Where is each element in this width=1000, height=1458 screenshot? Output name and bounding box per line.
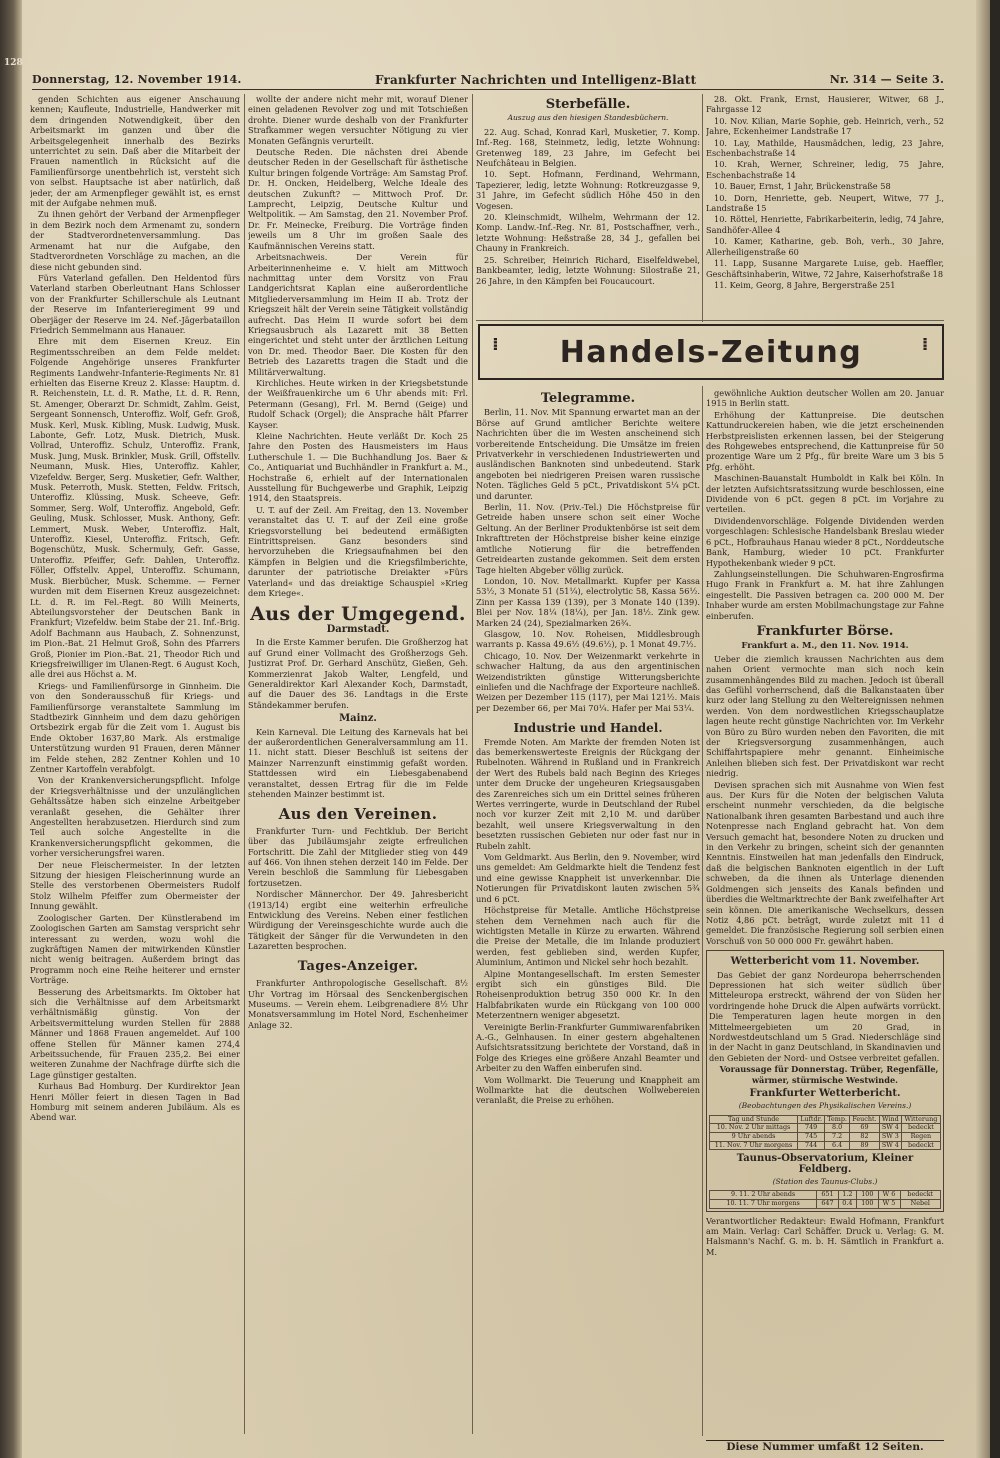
weather-report bbox=[706, 950, 944, 1211]
death-notice-entry: 25. Schreiber, Heinrich Richard, Eiselfeldwebel, Bankbeamter, ledig, letzte Wohnung: Silostraße 21, 26 Jahre, in den Kämpfen bei Foucaucourt. bbox=[476, 254, 700, 286]
death-notice-entry: 20. Kleinschmidt, Wilhelm, Wehrmann der 12. Komp. Landw.-Inf.-Reg. Nr. 81, Postschaffner, verh., letzte Wohnung: Heßstraße 28, 34 J., gefallen bei Chauny in Frankreich. bbox=[476, 212, 700, 254]
table-cell: 11. Nov. 7 Uhr morgens bbox=[710, 1141, 798, 1150]
table-cell: W 6 bbox=[878, 1191, 900, 1200]
borse-dateline: Frankfurt a. M., den 11. Nov. 1914. bbox=[741, 641, 909, 652]
death-notice-entry: 11. Keim, Georg, 8 Jahre, Bergerstraße 251 bbox=[714, 279, 896, 290]
table-cell: 0.4 bbox=[838, 1200, 857, 1209]
article-paragraph: Kurhaus Bad Homburg. Der Kurdirektor Jean Henri Möller feiert in diesen Tagen in Bad Homburg mit seinem anderen Jubiläum. Als es Abend war. bbox=[30, 1081, 240, 1123]
editor-imprint: Verantwortlicher Redakteur: Ewald Hofmann, Frankfurt am Main. Verlag: Carl Schäffer. Druck u. Verlag: G. M. Halsmann's Nachf. G. m. b. H. Sämtlich in Frankfurt a. M. bbox=[706, 1215, 944, 1257]
telegram-paragraph: Berlin, 11. Nov. Mit Spannung erwartet man an der Börse auf Grund amtlicher Berichte weitere Nachrichten über die im Westen anscheinend sich vorbereitende Entscheidung. Die Umsätze im freien Privatverkehr in verschiedenen Industriewerten und ausländischen Banknoten sind unbedeutend. Stark angeboten bei niedrigeren Preisen waren russische Noten. Tägliches Geld 5 pCt., Privatdiskont 5¼ pCt. und darunter. bbox=[476, 407, 700, 501]
table-cell: 8.0 bbox=[825, 1124, 850, 1133]
table-cell: 1.2 bbox=[838, 1191, 857, 1200]
taunus-table bbox=[709, 1190, 941, 1208]
market-paragraph: gewöhnliche Auktion deutscher Wollen am 20. Januar 1915 in Berlin statt. bbox=[706, 388, 944, 409]
death-notice-entry: 10. Krah, Werner, Schreiner, ledig, 75 Jahre, Eschenbachstraße 14 bbox=[706, 159, 944, 180]
death-notice-entry: 10. Kamer, Katharine, geb. Boh, verh., 30 Jahre, Allerheiligenstraße 60 bbox=[706, 236, 944, 257]
article-paragraph: Der neue Fleischermeister. In der letzten Sitzung der hiesigen Fleischerinnung wurde an Stelle des verstorbenen Obermeisters Rudolf Stolz Wilhelm Pfeiffer zum Obermeister der Innung gewählt. bbox=[30, 859, 240, 912]
death-notice-entry: 10. Röttel, Henriette, Fabrikarbeiterin, ledig, 74 Jahre, Sandhöfer-Allee 4 bbox=[706, 214, 944, 235]
article-paragraph: wollte der andere nicht mehr mit, worauf Diener einen geladenen Revolver zog und mit Totschießen drohte. Diener wurde deshalb von der Frankfurter Strafkammer wegen versuchter Nötigung zu vier Monaten Gefängnis verurteilt. bbox=[248, 94, 468, 146]
article-paragraph: Deutsche Reden. Die nächsten drei Abende deutscher Reden in der Gesellschaft für ästhetische Kultur bringen folgende Vorträge: Am Samstag Prof. Dr. H. Oncken, Heidelberg, Welche Ideale des deutschen Zukunft? — Mittwoch Prof. Dr. Lamprecht, Leipzig, Deutsche Kultur und Weltpolitik. — Am Samstag, den 21. November Prof. Dr. Fr. Meinecke, Freiburg. Die Vorträge finden jeweils um 8 Uhr im großen Saale des Kaufmännischen Vereins statt. bbox=[248, 147, 468, 251]
column-rule bbox=[702, 386, 703, 1436]
table-header-cell: Temp. bbox=[825, 1115, 850, 1124]
death-notice-entry: 10. Nov. Kilian, Marie Sophie, geb. Heinrich, verh., 52 Jahre, Eckenheimer Landstraße 17 bbox=[706, 115, 944, 137]
industry-paragraph: Alpine Montangesellschaft. Im ersten Semester ergibt sich ein günstiges Bild. Die Roheisenproduktion betrug 350 000 Kr. In den Halbfabrikaten wurde ein Rückgang von 100 000 Meterzentnern weniger abgesetzt. bbox=[476, 968, 700, 1021]
handels-zeitung-banner bbox=[478, 324, 944, 380]
taunus-heading: Taunus-Observatorium, Kleiner Feldberg. bbox=[736, 1153, 914, 1175]
weather-heading: Wetterbericht vom 11. November. bbox=[730, 956, 920, 968]
telegram-paragraph: London, 10. Nov. Metallmarkt. Kupfer per Kassa 53½, 3 Monate 51 (51¼), electrolytic 58, Kassa 56½. Zinn per Kassa 139 (139), per 3 Monate 140 (139). Blei per Nov. 18¼ (18¼), per Jan. 18½. Zink gew. Marken 24 (24), Spezialmarken 26¾. bbox=[476, 575, 700, 628]
article-paragraph: In die Erste Kammer berufen. Die Großherzog hat auf Grund einer Vollmacht des Großherzogs Geh. Justizrat Prof. Dr. Gerhard Anschütz, Gießen, Geh. Kommerzienrat Jakob Walter, Lengfeld, und Generaldirektor Karl Alexander Koch, Darmstadt, auf die Dauer des 36. Landtags in die Erste Ständekammer berufen. bbox=[248, 637, 468, 710]
industry-heading: Industrie und Handel. bbox=[513, 721, 663, 736]
article-paragraph: U. T. auf der Zeil. Am Freitag, den 13. November veranstaltet das U. T. auf der Zeil eine große Kriegsvorstellung bei bedeutend ermäßigten Eintrittspreisen. Ganz besonders sind hervorzuheben die Kriegsaufnahmen bei den Kämpfen in Belgien und die Kriegsfilmberichte, darunter der patriotische Dreiakter »Fürs Vaterland« und das dreiaktige Schauspiel »Krieg dem Kriege«. bbox=[248, 504, 468, 599]
death-notices-heading: Sterbefälle. bbox=[545, 97, 631, 112]
table-cell: SW 4 bbox=[879, 1124, 901, 1133]
section-rule bbox=[476, 320, 944, 321]
fwb-heading: Frankfurter Wetterbericht. bbox=[749, 1088, 901, 1099]
subheading-mainz: Mainz. bbox=[339, 713, 377, 725]
column-rule bbox=[244, 94, 245, 1434]
article-paragraph: genden Schichten aus eigener Anschauung kennen; Kaufleute, Industrielle, Handwerker mit dem dringenden Notwendigkeit, über den Arbeitsmarkt im ganzen und über die Arbeitsgelegenheit innerhalb des Bezirks unterrichtet zu sein. Daß aber die Mitarbeit der Frauen namentlich in Rücksicht auf die Familienfürsorge unentbehrlich ist, versteht sich von selbst. Hauptsache ist aber natürlich, daß jeder, der am Armenpfleger gewählt ist, es ernst mit der Aufgabe nehmen muß. bbox=[30, 94, 240, 209]
article-paragraph: Kriegs- und Familienfürsorge in Ginnheim. Die von den Sonderausschuß für Kriegs- und Familienfürsorge veranstaltete Sammlung im Stadtbezirk Ginnheim und dem dazu gehörigen Ortsbezirk ergab für die Zeit vom 1. August bis Ende Oktober 1637,80 Mark. Als erstmalige Unterstützung wurden 91 Frauen, deren Männer im Felde stehen, 282 Zentner Kohlen und 10 Zentner Kartoffeln verabfolgt. bbox=[30, 680, 240, 774]
table-cell: 100 bbox=[857, 1191, 878, 1200]
table-cell: SW 4 bbox=[879, 1141, 901, 1150]
death-notice-entry: 10. Sept. Hofmann, Ferdinand, Wehrmann, Tapezierer, ledig, letzte Wohnung: Rotkreuzgasse 9, 31 Jahre, im Gefecht südlich Höhe 450 in den Vogesen. bbox=[476, 169, 700, 211]
page-header bbox=[32, 72, 944, 90]
table-header-cell: Luftdr. bbox=[798, 1115, 825, 1124]
taunus-subheading: (Station des Taunus-Clubs.) bbox=[772, 1177, 878, 1186]
table-cell: 82 bbox=[850, 1133, 880, 1142]
death-notices-subheading: Auszug aus den hiesigen Standesbüchern. bbox=[507, 113, 669, 123]
header-date: Donnerstag, 12. November 1914. bbox=[32, 73, 242, 86]
page-edge bbox=[976, 0, 990, 1458]
table-cell: 647 bbox=[817, 1200, 838, 1209]
column-2 bbox=[248, 94, 468, 1434]
column-1 bbox=[30, 94, 240, 1434]
industry-paragraph: Höchstpreise für Metalle. Amtliche Höchstpreise stehen dem Vernehmen nach auch für die wichtigsten Metalle in Kürze zu erwarten. Während die Preise der Metalle, die im Inlande produziert werden, fest geblieben sind, werden Kupfer, Aluminium, Antimon und Nickel sehr hoch bezahlt. bbox=[476, 905, 700, 968]
table-cell: Nebel bbox=[900, 1200, 940, 1209]
article-paragraph: Ehre mit dem Eisernen Kreuz. Ein Regimentsschreiben an dem Felde meldet: Folgende Angehörige unseres Frankfurter Regiments Landwehr-Infanterie-Regiments Nr. 81 erhielten das Eiserne Kreuz 2. Klasse: Hauptm. d. R. Reichenstein, Lt. d. R. Mathe, Lt. d. R. Renn, St. Amenger, Oberarzt Dr. Schmidt, Zahlm. Geist, Sergeant Sonnensch, Unteroffiz. Wolf, Gefr. Groß, Musk. Kerl, Musk. Kibling, Musk. Ludwig, Musk. Labonte, Gefr. Lotz, Musk. Dietrich, Musk. Vollrad, Unteroffiz. Schulz, Unteroffiz. Frank, Musk. Jung, Musk. Brinkler, Musk. Grill, Offstellv. Neumann, Musk. Hies, Unteroffiz. Kahler, Vizefeldw. Berger, Serg. Musketier, Gefr. Walther, Musk. Peterroth, Musk. Stetten, Feldw. Fritsch, Unteroffiz. Klüssing, Musk. Scheeve, Gefr. Sommer, Serg. Wolf, Unteroffiz. Angebold, Gefr. Geuling, Musk. Schlosser, Musk. Anthony, Gefr. Lemmert, Musk. Weber, Unteroffiz. Halt, Unteroffiz. Kiesel, Unteroffiz. Fritsch, Gefr. Bogenschütz, Musk. Schermuly, Gefr. Gasse, Unteroffiz. Pfeiffer, Gefr. Dahlen, Unteroffiz. Föller, Offstellv. Appel, Unteroffiz. Schumann, Musk. Bierbücher, Musk. Schemme. — Ferner wurden mit dem Eisernen Kreuz ausgezeichnet: Lt. d. R. im Fel.-Regt. 80 Willi Meinerts, Abteilungsvorsteher der Deutschen Bank in Frankfurt; Vizefeldw. beim Stabe der 21. Inf.-Brig. Adolf Bachmann aus Haubach, Z. Sohnenzunst, im Pion.-Bat. 21 Helmut Groß, Sohn des Pfarrers Groß, Pionier im Pion.-Bat. 21, Theodor Rich und Kriegsfreiwilliger im Ulanen-Regt. 6 August Koch, alle drei aus Höchst a. M. bbox=[30, 336, 240, 680]
banner-ornament: ⁞ bbox=[492, 334, 501, 355]
table-cell: bedeckt bbox=[900, 1191, 940, 1200]
table-cell: 7.2 bbox=[825, 1133, 850, 1142]
table-header-cell: Witterung bbox=[901, 1115, 940, 1124]
market-paragraph: Zahlungseinstellungen. Die Schuhwaren-Engrosfirma Hugo Frank in Frankfurt a. M. hat ihre Zahlungen eingestellt. Die Passiven betragen ca. 200 000 M. Der Inhaber wurde am ersten Mobilmachungstage zur Fahne einberufen. bbox=[706, 568, 944, 621]
death-notice-entry: 22. Aug. Schad, Konrad Karl, Musketier, 7. Komp. Inf.-Reg. 168, Steinmetz, ledig, letzte Wohnung: Gretenweg 189, 23 Jahre, im Gefecht bei Neufchâteau in Belgien. bbox=[476, 126, 700, 169]
article-paragraph: Kirchliches. Heute wirken in der Kriegsbetstunde der Weißfrauenkirche um 6 Uhr abends mit: Frl. Petermann (Gesang), Frl. M. Bernd (Geige) und Rudolf Schack (Orgel); die Ansprache hält Pfarrer Kayser. bbox=[248, 377, 468, 430]
table-cell: 651 bbox=[817, 1191, 838, 1200]
table-row bbox=[710, 1141, 941, 1150]
table-cell: Regen bbox=[901, 1133, 940, 1142]
handels-zeitung-title: Handels-Zeitung bbox=[559, 334, 863, 370]
column-rule bbox=[702, 94, 703, 322]
table-row bbox=[710, 1200, 941, 1209]
page-binding bbox=[0, 0, 22, 1458]
table-cell: 10. 11. 7 Uhr morgens bbox=[710, 1200, 817, 1209]
weather-text: Das Gebiet der ganz Nordeuropa beherrschenden Depressionen hat sich weiter südlich über Mitteleuropa erstreckt, während der von Süden her vordringende hohe Druck die Alpen aufwärts vorrückt. Die Temperaturen lagen heute morgen in den Mittelmeergebieten um 20 Grad, in Nordwestdeutschland um 5 Grad. Niederschläge sind in der Nacht in ganz Deutschland, in Skandinavien und den Gebieten der Nord- und Ostsee verbreitet gefallen. bbox=[709, 969, 941, 1063]
table-cell: 100 bbox=[857, 1200, 878, 1209]
market-column bbox=[706, 388, 944, 1434]
market-paragraph: Erhöhung der Kattunpreise. Die deutschen Kattundruckereien haben, wie die jetzt erscheinenden Herbstpreislisten erkennen lassen, bei der Steigerung des Rohgewebes entsprechend, die Kattunpreise für 50 prozentige Ware um 2 Pfg., für breite Ware um 3 bis 5 Pfg. erhöht. bbox=[706, 409, 944, 472]
borse-paragraph: Devisen sprachen sich mit Ausnahme von Wien fest aus. Der Kurs für die Noten der belgischen Valuta erscheint nunmehr verschieden, da die belgische Nationalbank ihren gesamten Barbestand und auch ihre Notenpresse nach England gebracht hat. Von dem Versuch gemacht hat, besondere Noten zu drucken und in den Verkehr zu bringen, scheint sich der genannten Kenntnis. Einstweilen hat man jedenfalls den Eindruck, daß die belgischen Banknoten eigentlich in der Luft schweben, da die ihnen als Unterlage dienenden Goldmengen sich jenseits des Kanals befinden und überdies die Weltmarktrechte der Bank zweifelhafter Art sein können. Die amerikanische Wechselkurs, dessen Notiz 4,86 pCt. beträgt, wurde zuletzt mit 11 d gemeldet. Die französische Regierung soll serbien einen Vorschuß von 50 000 000 Fr. gewährt haben. bbox=[706, 779, 944, 946]
header-page-number: Nr. 314 — Seite 3. bbox=[829, 73, 944, 86]
table-cell: bedeckt bbox=[901, 1124, 940, 1133]
banner-ornament: ⁞ bbox=[921, 334, 930, 355]
article-paragraph: Fürs Vaterland gefallen. Den Heldentod fürs Vaterland starben Oberleutnant Hans Schlosser von der Frankfurter Schillerschule als Leutnant der Reserve im Infanterieregiment 99 und Oberjäger der Reserve im 24. Nef.-Jägerbataillon Friedrich Semmelmann aus Hanauer. bbox=[30, 272, 240, 335]
fwb-subheading: (Beobachtungen des Physikalischen Vereins.) bbox=[738, 1101, 912, 1111]
death-notices-continued bbox=[706, 94, 944, 326]
table-header-cell: Wind bbox=[879, 1115, 901, 1124]
borse-heading: Frankfurter Börse. bbox=[756, 623, 894, 639]
table-cell: W 5 bbox=[878, 1200, 900, 1209]
telegrams-column bbox=[476, 388, 700, 1434]
article-paragraph: Zu ihnen gehört der Verband der Armenpfleger in dem Bezirk noch dem Armenamt zu, sondern der Stadtverordnetenversammlung. Das Armenamt hat nur die Aufgabe, den Stadtverordneten Vorschläge zu machen, an die diese nicht gebunden sind. bbox=[30, 209, 240, 272]
article-paragraph: Kleine Nachrichten. Heute verläßt Dr. Koch 25 Jahre den Posten des Hausmeisters im Haus Lutherschule 1. — Die Buchhandlung Jos. Baer & Co., Antiquariat und Buchhändler in Frankfurt a. M., Hochstraße 6, erhielt auf der Internationalen Ausstellung für Buchgewerbe und Graphik, Leipzig 1914, den Staatspreis. bbox=[248, 431, 468, 504]
death-notice-entry: 10. Dorn, Henriette, geb. Neupert, Witwe, 77 J., Landstraße 15 bbox=[706, 192, 944, 214]
table-cell: SW 3 bbox=[879, 1133, 901, 1142]
market-paragraph: Maschinen-Bauanstalt Humboldt in Kalk bei Köln. In der letzten Aufsichtsratssitzung wurde beschlossen, eine Dividende von 6 pCt. gegen 8 pCt. im Vorjahre zu verteilen. bbox=[706, 473, 944, 515]
market-paragraph: Dividendenvorschläge. Folgende Dividenden werden vorgeschlagen: Schlesische Handelsbank Breslau wieder 6 pCt., Hofbrauhaus Hanau wieder 8 pCt., Norddeutsche Bank, Hamburg, wieder 10 pCt. Frankfurter Hypothekenbank wieder 9 pCt. bbox=[706, 515, 944, 568]
table-cell: 10. Nov. 2 Uhr mittags bbox=[710, 1124, 798, 1133]
article-paragraph: Nordischer Männerchor. Der 49. Jahresbericht (1913/14) ergibt eine weiterhin erfreuliche Entwicklung des Vereins. Neben einer festlichen Würdigung der Vereinsgeschichte wurde auch die Tätigkeit der Sänger für die Verwundeten in den Lazaretten besprochen. bbox=[248, 889, 468, 952]
death-notice-entry: 10. Bauer, Ernst, 1 Jahr, Brückenstraße 58 bbox=[714, 181, 891, 192]
table-header-cell: Feucht. bbox=[850, 1115, 880, 1124]
telegram-paragraph: Chicago, 10. Nov. Der Weizenmarkt verkehrte in schwacher Haltung, da aus den argentinischen Weizendistrikten günstige Witterungsberichte einliefen und die Nachfrage der Exporteure nachließ. Weizen per Dezember 115 (117), per Mai 121½. Mais per Dezember 66, per Mai 70¼. Hafer per Mai 53¼. bbox=[476, 650, 700, 713]
section-heading-vereine: Aus den Vereinen. bbox=[278, 805, 438, 824]
death-notice-entry: 28. Okt. Frank, Ernst, Hausierer, Witwer, 68 J., Fahrgasse 12 bbox=[706, 94, 944, 115]
industry-paragraph: Vereinigte Berlin-Frankfurter Gummiwarenfabriken A.-G., Gelnhausen. In einer gestern abgehaltenen Aufsichtsratssitzung berichtete der Vorstand, daß in Folge des Krieges eine größere Anzahl Beamter und Arbeiter zu den Waffen einberufen sind. bbox=[476, 1021, 700, 1074]
table-header-cell: Tag und Stunde bbox=[710, 1115, 798, 1124]
table-cell: 745 bbox=[798, 1133, 825, 1142]
death-notices bbox=[476, 94, 700, 326]
subheading-darmstadt: Darmstadt. bbox=[326, 623, 390, 635]
weather-forecast: Voraussage für Donnerstag. Trüber, Regenfälle, wärmer, stürmische Westwinde. bbox=[719, 1064, 939, 1085]
industry-paragraph: Vom Geldmarkt. Aus Berlin, den 9. November, wird uns gemeldet: Am Geldmarkte hielt die Tendenz fest und eine gewisse Knappheit ist unverkennbar. Die Notierungen für Privatdiskont lauten zwischen 5¾ und 6 pCt. bbox=[476, 852, 700, 904]
telegram-paragraph: Berlin, 11. Nov. (Priv.-Tel.) Die Höchstpreise für Getreide haben unsere schon seit einer Woche Geltung. An der Berliner Produktenbörse ist seit dem Inkrafttreten der Höchstpreise bisher keine einzige amtliche Notierung für die betreffenden Getreidearten zustande gekommen. Seit dem ersten Tage hielten Abgeber völlig zurück. bbox=[476, 502, 700, 575]
table-cell: 6.4 bbox=[825, 1141, 850, 1150]
article-paragraph: Frankfurter Anthropologische Gesellschaft. 8½ Uhr Vortrag im Hörsaal des Senckenbergischen Museums. — Verein ehem. Leibgrenadiere 8½ Uhr Monatsversammlung im Hotel Nord, Eschenheimer Anlage 32. bbox=[248, 978, 468, 1030]
table-cell: 744 bbox=[798, 1141, 825, 1150]
telegram-paragraph: Glasgow, 10. Nov. Roheisen, Middlesbrough warrants p. Kassa 49.6½ (49.6½), p. 1 Monat 49.7½. bbox=[476, 628, 700, 650]
section-heading-tagesanzeiger: Tages-Anzeiger. bbox=[297, 958, 419, 974]
table-cell: 9 Uhr abends bbox=[710, 1133, 798, 1142]
industry-paragraph: Vom Wollmarkt. Die Teuerung und Knappheit am Wollmarkte hat die deutschen Wollwebereien veranlaßt, die Preise zu erhöhen. bbox=[476, 1074, 700, 1106]
death-notice-entry: 11. Lapp, Susanne Margarete Luise, geb. Haeffler, Geschäftsinhaberin, Witwe, 72 Jahre, Kaiserhofstraße 18 bbox=[706, 258, 944, 279]
table-cell: 749 bbox=[798, 1124, 825, 1133]
table-row bbox=[710, 1133, 941, 1142]
article-paragraph: Besserung des Arbeitsmarkts. Im Oktober hat sich die Verhältnisse auf dem Arbeitsmarkt verhältnismäßig günstig. Von der Arbeitsvermittelung wurden Stellen für 2888 Männer und 1868 Frauen angemeldet. Auf 100 offene Stellen für Männer kamen 274,4 Arbeitssuchende, für Frauen 235,2. Bei einer weiteren Zunahme der Nachfrage dürfte sich die Lage günstiger gestalten. bbox=[30, 986, 240, 1080]
article-paragraph: Frankfurter Turn- und Fechtklub. Der Bericht über das Jubiläumsjahr zeigte erfreulichen Fortschritt. Die Zahl der Mitglieder stieg von 449 auf 466. Von ihnen stehen derzeit 140 im Felde. Der Verein beschloß die Sammlung für Liebesgaben fortzusetzen. bbox=[248, 825, 468, 888]
table-cell: bedeckt bbox=[901, 1141, 940, 1150]
section-heading-umgegend: Aus der Umgegend. bbox=[250, 602, 466, 625]
death-notice-entry: 10. Lay, Mathilde, Hausmädchen, ledig, 23 Jahre, Eschenbachstraße 14 bbox=[706, 137, 944, 159]
fwb-table bbox=[709, 1115, 941, 1150]
column-rule bbox=[472, 94, 473, 1434]
article-paragraph: Kein Karneval. Die Leitung des Karnevals hat bei der außerordentlichen Generalversammlung am 11. 11. nicht statt. Dieser Beschluß ist seitens der Mainzer Narrenzunft einstimmig gefaßt worden. Stattdessen wird ein Liebesgabenabend veranstaltet, dessen Ertrag für die im Felde stehenden Mainzer bestimmt ist. bbox=[248, 726, 468, 799]
table-cell: 89 bbox=[850, 1141, 880, 1150]
header-masthead: Frankfurter Nachrichten und Intelligenz-Blatt bbox=[374, 72, 697, 87]
table-cell: 69 bbox=[850, 1124, 880, 1133]
page-count-note: Diese Nummer umfaßt 12 Seiten. bbox=[706, 1440, 944, 1456]
industry-paragraph: Fremde Noten. Am Markte der fremden Noten ist das bemerkenswerteste Ereignis der Rückgang der Rubelnoten. Während in Rußland und in Frankreich der Wert des Rubels bald nach Beginn des Krieges unter dem Drucke der ungeheuren Kriegsausgaben des Zarenreiches sich um ein Drittel seines früheren Wertes verringerte, wurde in Deutschland der Rubel noch vor kurzer Zeit mit 2,10 M. und darüber bezahlt, weil unsere Kriegsverwaltung in den besetzten russischen Gebieten nur oder fast nur in Rubeln zahlt. bbox=[476, 736, 700, 851]
article-paragraph: Von der Krankenversicherungspflicht. Infolge der Kriegsverhältnisse und der unzulänglichen Gehältssätze haben sich einzelne Arbeitgeber veranlaßt gesehen, die Gehälter ihrer Angestellten herabzusetzen. Hierdurch sind zum Teil auch solche Angestellte in die Krankenversicherungspflicht gekommen, die vorher versicherungsfrei waren. bbox=[30, 775, 240, 859]
binding-mark: 128 bbox=[4, 58, 23, 68]
telegrams-heading: Telegramme. bbox=[540, 391, 636, 406]
article-paragraph: Arbeitsnachweis. Der Verein für Arbeiterinnenheime e. V. hielt am Mittwoch nachmittag unter dem Vorsitz von Frau Landgerichtsrat Kaplan eine außerordentliche Mitgliederversammlung im Heim II ab. Trotz der Kriegszeit hält der Verein seine Tätigkeit vollständig aufrecht. Das Heim II wurde sofort bei dem Kriegsausbruch als Lazarett mit 38 Betten eingerichtet und steht unter der ärztlichen Leitung von Dr. med. Theodor Baer. Die Kosten für den Betrieb des Lazaretts tragen die Stadt und die Militärverwaltung. bbox=[248, 252, 468, 377]
article-paragraph: Zoologischer Garten. Der Künstlerabend im Zoologischen Garten am Samstag verspricht sehr interessant zu werden, wozu wohl die zugkräftigen Namen der mitwirkenden Künstler nicht wenig beitragen. Außerdem bringt das Programm noch eine Reihe heiterer und ernster Vorträge. bbox=[30, 912, 240, 986]
borse-paragraph: Ueber die ziemlich kraussen Nachrichten aus dem nahen Orient vermochte man sich noch kein zusammenhängendes Bild zu machen. Jedoch ist überall das Gefühl vorherrschend, daß die Balkanstaaten über kurz oder lang Stellung zu den Weltereignissen nehmen werden. Von dem nordwestlichen Kriegsschauplatze lagen heute recht günstige Nachrichten vor. Im Verkehr von Büro zu Büro wurden neben den Favoriten, die mit der Kriegsversorgung zusammenhängen, auch Schiffahrtspapiere mehr genannt. Einheimische Anleihen blieben sich fest. Der Privatdiskont war recht niedrig. bbox=[706, 653, 944, 779]
table-cell: 9. 11. 2 Uhr abends bbox=[710, 1191, 817, 1200]
